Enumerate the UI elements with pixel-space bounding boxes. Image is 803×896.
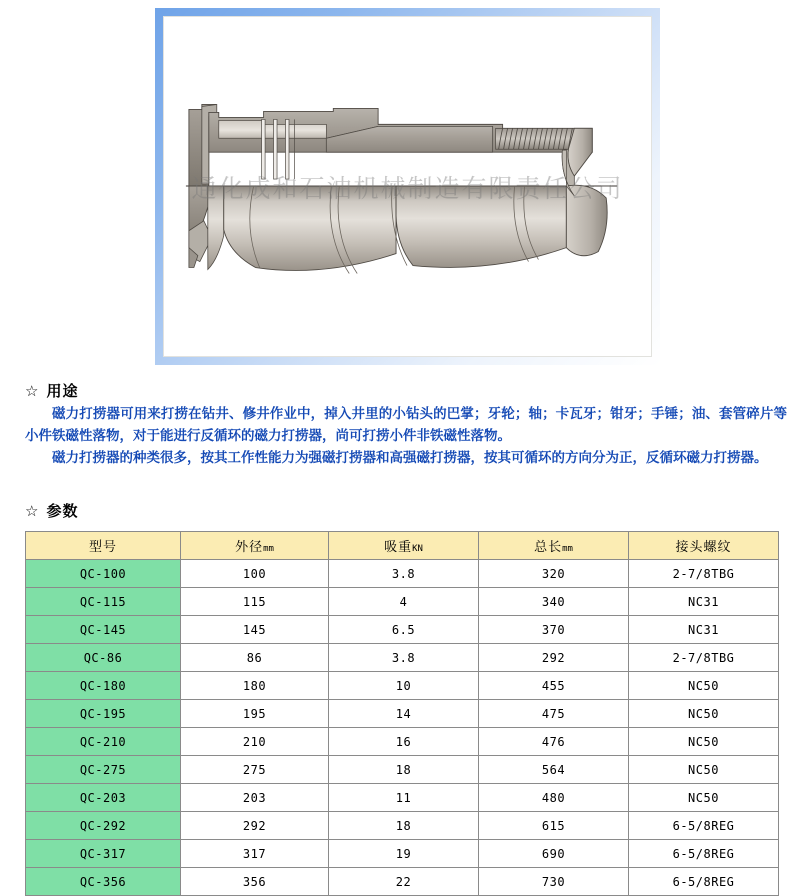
table-cell-od: 115 xyxy=(181,588,329,616)
table-cell-length: 292 xyxy=(479,644,629,672)
product-figure xyxy=(155,8,660,365)
table-cell-load: 11 xyxy=(329,784,479,812)
table-header-unit: KN xyxy=(412,544,423,554)
table-cell-model: QC-86 xyxy=(26,644,181,672)
table-cell-length: 615 xyxy=(479,812,629,840)
parameters-table-container xyxy=(25,531,778,896)
figure-canvas xyxy=(163,16,652,357)
table-cell-od: 180 xyxy=(181,672,329,700)
table-header-unit: mm xyxy=(263,544,274,554)
table-cell-thread: NC31 xyxy=(629,616,779,644)
table-header xyxy=(26,532,779,560)
table-cell-load: 3.8 xyxy=(329,560,479,588)
table-row xyxy=(26,728,779,756)
table-cell-length: 690 xyxy=(479,840,629,868)
star-icon: ☆ xyxy=(25,382,40,400)
table-header-label: 总长 xyxy=(534,540,563,555)
table-cell-od: 275 xyxy=(181,756,329,784)
table-row xyxy=(26,672,779,700)
table-cell-model: QC-203 xyxy=(26,784,181,812)
table-header-label: 外径 xyxy=(235,540,264,555)
table-cell-length: 320 xyxy=(479,560,629,588)
table-row xyxy=(26,812,779,840)
table-cell-length: 475 xyxy=(479,700,629,728)
table-cell-od: 195 xyxy=(181,700,329,728)
table-cell-model: QC-195 xyxy=(26,700,181,728)
table-header-cell-2 xyxy=(329,532,479,560)
table-row xyxy=(26,756,779,784)
table-cell-thread: NC50 xyxy=(629,756,779,784)
purpose-paragraph-1: 磁力打捞器可用来打捞在钻井、修井作业中，掉入井里的小钻头的巴掌；牙轮；轴；卡瓦牙；钳牙；手锤；油、套管碎片等小件铁磁性落物，对于能进行反循环的磁力打捞器，尚可打捞小件非铁磁性落物。 xyxy=(25,406,787,444)
table-cell-length: 476 xyxy=(479,728,629,756)
table-cell-thread: NC50 xyxy=(629,728,779,756)
table-cell-model: QC-210 xyxy=(26,728,181,756)
table-row xyxy=(26,700,779,728)
table-header-label: 型号 xyxy=(88,540,117,555)
table-header-row xyxy=(26,532,779,560)
purpose-paragraph-2: 磁力打捞器的种类很多，按其工作性能力为强磁打捞器和高强磁打捞器，按其可循环的方向分为正，反循环磁力打捞器。 xyxy=(52,450,768,466)
table-cell-thread: 6-5/8REG xyxy=(629,812,779,840)
table-cell-od: 317 xyxy=(181,840,329,868)
table-header-unit: mm xyxy=(562,544,573,554)
table-row xyxy=(26,560,779,588)
table-cell-length: 455 xyxy=(479,672,629,700)
table-cell-od: 100 xyxy=(181,560,329,588)
table-cell-length: 480 xyxy=(479,784,629,812)
table-cell-model: QC-145 xyxy=(26,616,181,644)
table-cell-model: QC-115 xyxy=(26,588,181,616)
table-cell-load: 3.8 xyxy=(329,644,479,672)
table-cell-thread: NC31 xyxy=(629,588,779,616)
table-cell-od: 356 xyxy=(181,868,329,896)
table-cell-model: QC-356 xyxy=(26,868,181,896)
table-cell-load: 4 xyxy=(329,588,479,616)
table-cell-od: 86 xyxy=(181,644,329,672)
table-header-label: 吸重 xyxy=(384,540,413,555)
table-body xyxy=(26,560,779,896)
table-cell-load: 16 xyxy=(329,728,479,756)
table-cell-length: 730 xyxy=(479,868,629,896)
star-icon: ☆ xyxy=(25,502,40,520)
table-cell-load: 6.5 xyxy=(329,616,479,644)
table-cell-load: 18 xyxy=(329,756,479,784)
table-row xyxy=(26,588,779,616)
table-cell-load: 22 xyxy=(329,868,479,896)
table-cell-load: 10 xyxy=(329,672,479,700)
table-cell-load: 14 xyxy=(329,700,479,728)
table-header-cell-1 xyxy=(181,532,329,560)
table-cell-model: QC-292 xyxy=(26,812,181,840)
table-cell-load: 19 xyxy=(329,840,479,868)
table-header-cell-4 xyxy=(629,532,779,560)
table-cell-thread: NC50 xyxy=(629,700,779,728)
table-cell-model: QC-180 xyxy=(26,672,181,700)
parameters-table xyxy=(25,531,779,896)
table-cell-thread: 2-7/8TBG xyxy=(629,560,779,588)
table-row xyxy=(26,840,779,868)
table-cell-thread: 6-5/8REG xyxy=(629,868,779,896)
section-heading-params xyxy=(25,500,78,521)
table-header-label: 接头螺纹 xyxy=(675,540,732,555)
purpose-body xyxy=(25,403,787,469)
table-cell-model: QC-275 xyxy=(26,756,181,784)
table-cell-model: QC-317 xyxy=(26,840,181,868)
table-row xyxy=(26,644,779,672)
table-row xyxy=(26,616,779,644)
table-cell-od: 145 xyxy=(181,616,329,644)
table-cell-load: 18 xyxy=(329,812,479,840)
table-header-cell-0 xyxy=(26,532,181,560)
table-cell-thread: NC50 xyxy=(629,784,779,812)
table-cell-length: 370 xyxy=(479,616,629,644)
section-heading-purpose xyxy=(25,380,78,401)
table-cell-thread: 6-5/8REG xyxy=(629,840,779,868)
table-row xyxy=(26,784,779,812)
table-cell-thread: NC50 xyxy=(629,672,779,700)
section-heading-purpose-label: 用途 xyxy=(46,382,79,400)
table-cell-od: 203 xyxy=(181,784,329,812)
table-cell-od: 292 xyxy=(181,812,329,840)
table-header-cell-3 xyxy=(479,532,629,560)
magnetic-fishing-tool-drawing xyxy=(164,17,651,356)
table-cell-model: QC-100 xyxy=(26,560,181,588)
company-watermark: 通化成和石油机械制造有限责任公司 xyxy=(191,174,624,203)
table-cell-thread: 2-7/8TBG xyxy=(629,644,779,672)
table-row xyxy=(26,868,779,896)
table-cell-length: 340 xyxy=(479,588,629,616)
table-cell-length: 564 xyxy=(479,756,629,784)
section-heading-params-label: 参数 xyxy=(46,502,79,520)
table-cell-od: 210 xyxy=(181,728,329,756)
